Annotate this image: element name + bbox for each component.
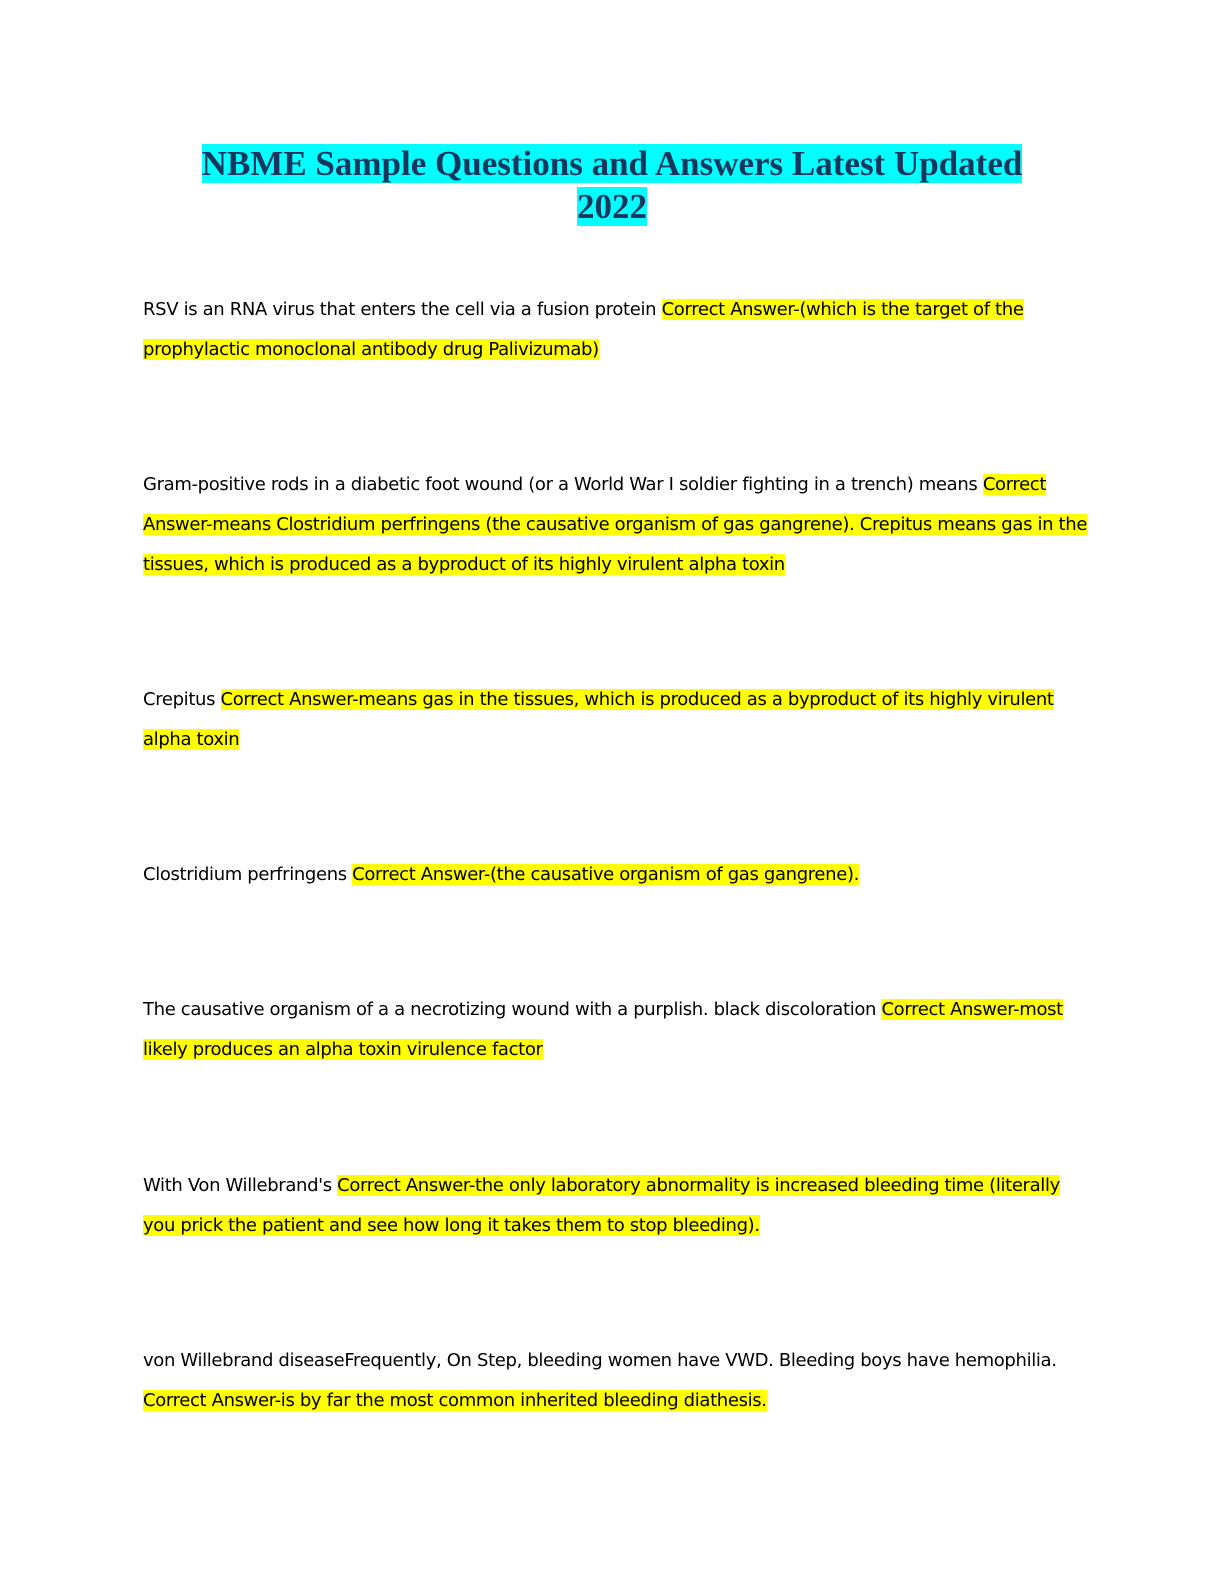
answer-text: Correct Answer-most likely produces an alpha toxin virulence factor [143,999,1063,1060]
question-text: von Willebrand diseaseFrequently, On Step, bleeding women have VWD. Bleeding boys have hemophilia. [143,1350,1057,1371]
qa-item-2 [143,465,1088,585]
question-text: Gram-positive rods in a diabetic foot wound (or a World War I soldier fighting in a trench) means [143,474,978,495]
question-text: The causative organism of a a necrotizing wound with a purplish. black discoloration [143,999,877,1020]
qa-item-1 [143,290,1088,370]
document-title [120,142,1104,228]
answer-text: Correct Answer-the only laboratory abnormality is increased bleeding time (literally you prick the patient and see how long it takes them to stop bleeding). [143,1175,1060,1236]
title-line-2: 2022 [577,187,647,226]
qa-item-7 [143,1341,1088,1421]
qa-item-5 [143,990,1088,1070]
qa-item-3 [143,680,1088,760]
question-text: RSV is an RNA virus that enters the cell via a fusion protein [143,299,657,320]
question-text: Crepitus [143,689,216,710]
question-text: With Von Willebrand's [143,1175,332,1196]
answer-text: Correct Answer-means Clostridium perfringens (the causative organism of gas gangrene). Crepitus means gas in the tissues, which is produced as a byproduct of its highly virulent alpha toxin [143,474,1088,575]
answer-text: Correct Answer-(the causative organism of gas gangrene). [352,864,859,885]
qa-item-6 [143,1166,1088,1246]
answer-text: Correct Answer-(which is the target of the prophylactic monoclonal antibody drug Palivizumab) [143,299,1024,360]
answer-text: Correct Answer-is by far the most common inherited bleeding diathesis. [143,1390,767,1411]
question-text: Clostridium perfringens [143,864,347,885]
answer-text: Correct Answer-means gas in the tissues, which is produced as a byproduct of its highly virulent alpha toxin [143,689,1054,750]
qa-item-4 [143,855,1088,895]
title-line-1: NBME Sample Questions and Answers Latest Updated [201,144,1023,183]
